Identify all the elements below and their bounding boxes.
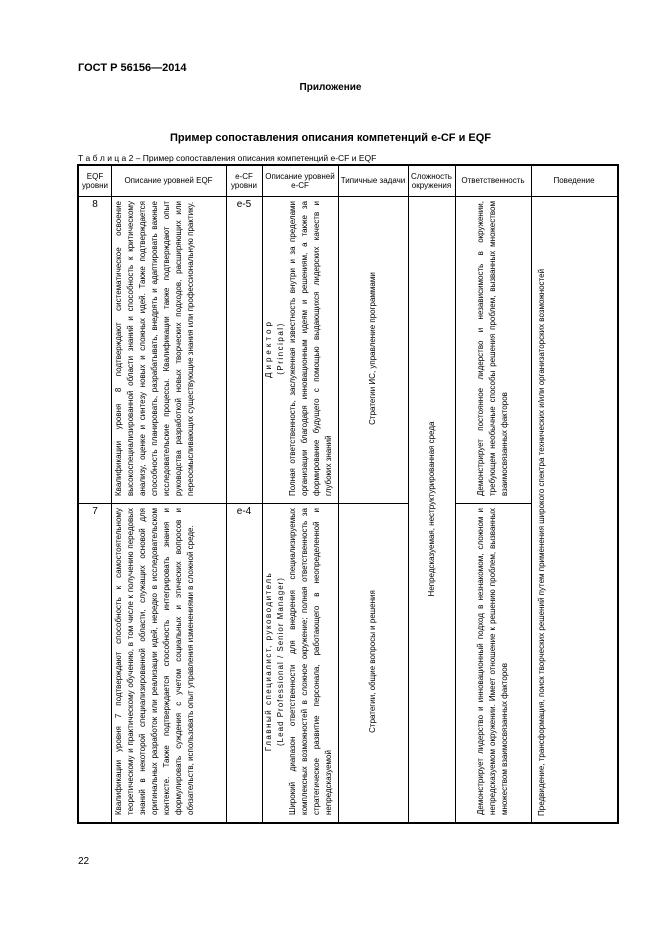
cell-ecf-description-e5: [262, 196, 339, 504]
header-eqf-level: EQF уровни: [79, 166, 112, 197]
eqf8-text: Квалификации уровня 8 подтверждают систематическое освоение высокоспециализированной области знаний и способность к критическому анализу, оценке и синтезу новых и сложных идей. Также подтверждается способность планировать, разрабатывать, внедрять и адаптировать важные исследовательские процессы. Квалификации также подтверждают опыт руководства разработкой новых творческих подходов, расширяющих или переосмысливающих существующие знания или профессиональную практику.: [114, 201, 195, 496]
table-caption: Т а б л и ц а 2 – Пример сопоставления описания компетенций e-CF и EQF: [78, 153, 377, 163]
cell-typical-tasks-e4: [338, 503, 409, 822]
typical-tasks-e4-text: Стратегии, общие вопросы и решения: [368, 590, 377, 733]
page-number: 22: [78, 856, 90, 867]
cell-behavior: [531, 196, 617, 823]
cell-eqf-level-8: 8: [79, 196, 112, 504]
cell-eqf-level-7: 7: [79, 503, 112, 822]
ecf-text-e5: Полная ответственность, заслуженная известность внутри и за пределами организации благодаря инновационным идеям и решениям, а также за формирование будущего с помощью выдающихся лидерских качеств и глубоких знаний: [288, 201, 333, 496]
doc-number: ГОСТ Р 56156—2014: [78, 62, 187, 74]
cell-eqf-description-8: [111, 196, 227, 504]
ecf-text-e4: Широкий диапазон ответственности для внедрения специализируемых комплексных возможностей в сложное окружение; полная ответственность за стратегическое развитие персонала, работающего в неопределенной и непредсказуемой: [288, 508, 333, 815]
cell-typical-tasks-e5: [338, 196, 409, 504]
header-ecf-description: Описание уровней e-CF: [262, 166, 339, 197]
appendix-label: Приложение: [299, 82, 362, 93]
cell-ecf-level-e5: e-5: [226, 196, 263, 504]
ecf-role-subtitle-e5: (Principal): [276, 322, 285, 375]
responsibility-e4-text: Демонстрирует лидерство и инновационный подход в незнакомом, сложном и непредсказуемом окружении. Имеет отношение к решению проблем, вызванных множеством взаимосвязанных факторов: [475, 508, 509, 815]
comparison-table: [77, 164, 619, 824]
responsibility-e5-text: Демонстрирует постоянное лидерство и независимость в окружении, требующем необычные способы решения проблем, вызванных множеством взаимосвязанных факторов: [475, 201, 509, 496]
ecf-role-title-e5: Директор: [264, 319, 273, 378]
behavior-text: Предвидение, трансформация, поиск творческих решений путем применения широкого спектра технических и/или организаторских возможностей: [537, 268, 546, 816]
header-typical-tasks: Типичные задачи: [338, 166, 409, 197]
header-environment-complexity: Сложность окружения: [408, 166, 456, 197]
ecf-role-subtitle-e4: (Lead Professional / Senior Manager): [276, 577, 285, 746]
header-ecf-level: e-CF уровни: [226, 166, 263, 197]
header-behavior: Поведение: [531, 166, 617, 197]
eqf7-text: Квалификации уровня 7 подтверждают способность к самостоятельному теоретическому и практическому обучению, в том числе к получению передовых знаний в некоторой специализированной области, служащих основой для оригинальных разработок или реализации идей, нередко в исследовательском контексте. Также подтверждается способность интегрировать знания и формулировать суждения с учетом социальных и этических вопросов и обязательств, использовать опыт управления изменениями в сложной среде.: [114, 508, 195, 815]
environment-complexity-text: Непредсказуемая, неструктурированная среда: [426, 421, 436, 597]
cell-responsibility-e4: [455, 503, 532, 822]
typical-tasks-e5-text: Стратегии ИС, управление программами: [368, 272, 377, 425]
cell-environment-complexity: [408, 196, 456, 823]
header-responsibility: Ответственность: [455, 166, 532, 197]
ecf-role-title-e4: Главный специалист, руководитель: [264, 571, 273, 752]
cell-eqf-description-7: [111, 503, 227, 822]
cell-responsibility-e5: [455, 196, 532, 504]
cell-ecf-description-e4: [262, 503, 339, 822]
cell-ecf-level-e4: e-4: [226, 503, 263, 822]
page-title: Пример сопоставления описания компетенций e-CF и EQF: [169, 132, 492, 144]
header-eqf-description: Описание уровней EQF: [111, 166, 227, 197]
